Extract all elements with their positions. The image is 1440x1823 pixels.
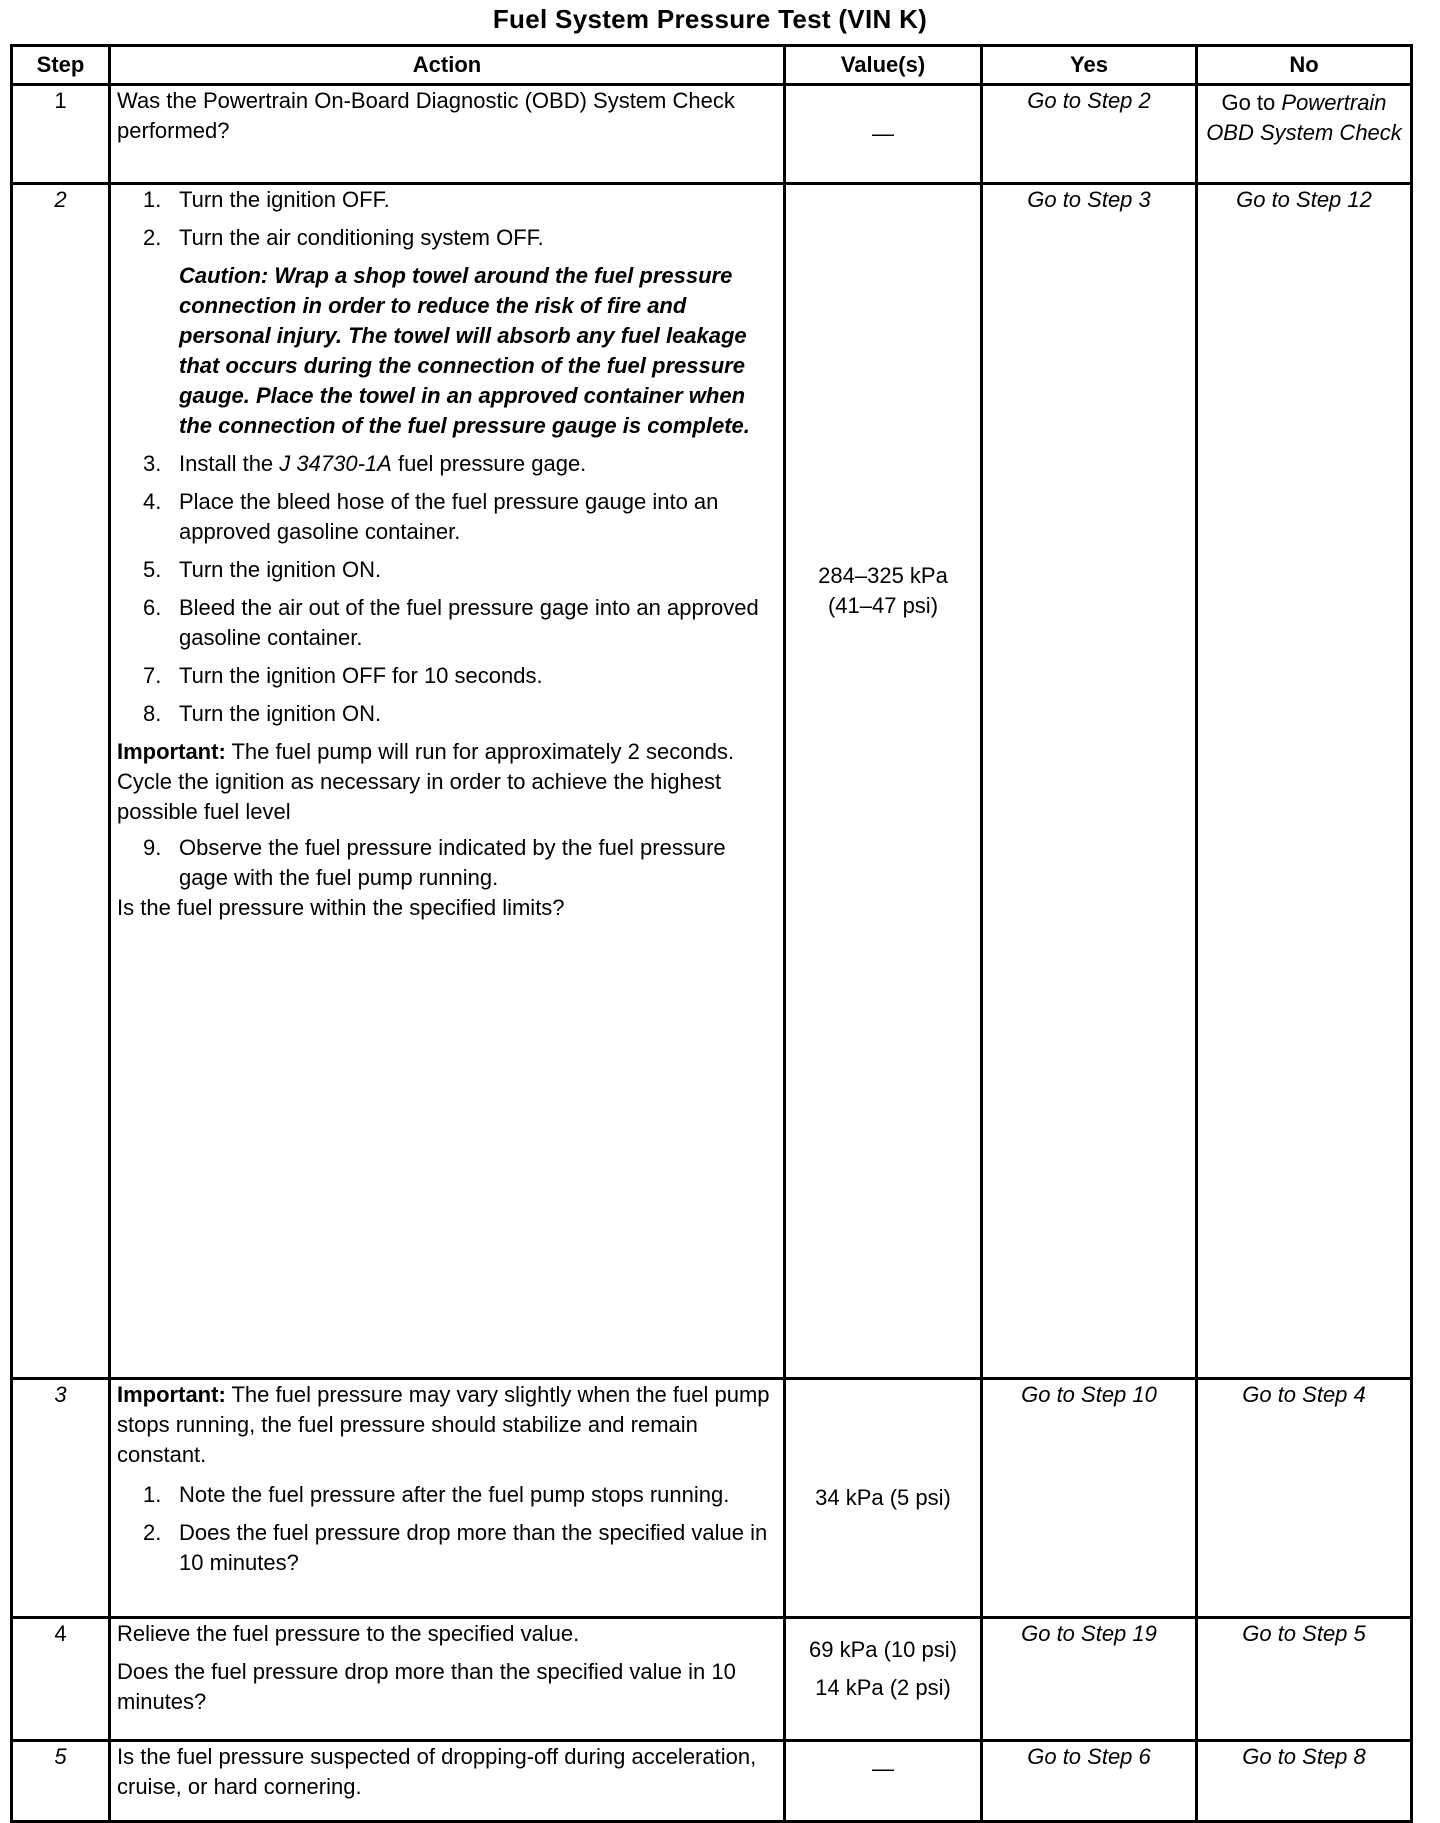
important-note: Important: The fuel pressure may vary slightly when the fuel pump stops running, the fuel pressure should stabilize and remain constant. — [117, 1382, 770, 1467]
table-row — [12, 1379, 1412, 1618]
no-cell — [1197, 85, 1412, 184]
action-steps — [117, 185, 777, 253]
action-steps — [117, 449, 777, 729]
list-item: 2. Turn the air conditioning system OFF. — [143, 225, 544, 250]
list-item: 1. Note the fuel pressure after the fuel pump stops running. — [143, 1482, 730, 1507]
list-item: 6. Bleed the air out of the fuel pressure gage into an approved gasoline container. — [143, 595, 759, 650]
no-reference: Powertrain OBD System Check — [1206, 90, 1402, 145]
header-no: No — [1197, 46, 1412, 85]
action-question: Does the fuel pressure drop more than the specified value in 10 minutes? — [117, 1659, 736, 1714]
list-item: 1. Turn the ignition OFF. — [143, 187, 390, 212]
header-step: Step — [12, 46, 110, 85]
no-cell: Go to Step 8 — [1197, 1741, 1412, 1822]
no-cell: Go to Step 4 — [1197, 1379, 1412, 1618]
table-row — [12, 1618, 1412, 1741]
no-prefix: Go to — [1221, 90, 1276, 115]
action-question: Is the fuel pressure suspected of dropping-off during acceleration, cruise, or hard cornering. — [117, 1744, 757, 1799]
list-item: 2. Does the fuel pressure drop more than the specified value in 10 minutes? — [143, 1520, 768, 1575]
header-yes: Yes — [982, 46, 1197, 85]
table-row — [12, 184, 1412, 1379]
tool-reference: J 34730-1A — [279, 451, 392, 476]
yes-cell: Go to Step 10 — [982, 1379, 1197, 1618]
no-cell: Go to Step 5 — [1197, 1618, 1412, 1741]
step-number: 3 — [12, 1379, 110, 1618]
yes-cell: Go to Step 2 — [982, 85, 1197, 184]
table-header-row — [12, 46, 1412, 85]
action-steps — [117, 1480, 777, 1578]
table-row — [12, 1741, 1412, 1822]
value-cell: — — [785, 85, 982, 184]
action-cell — [110, 1741, 785, 1822]
action-question: Was the Powertrain On-Board Diagnostic (OBD) System Check performed? — [117, 88, 735, 143]
yes-cell: Go to Step 6 — [982, 1741, 1197, 1822]
value-cell: 34 kPa (5 psi) — [785, 1379, 982, 1618]
step-number: 5 — [12, 1741, 110, 1822]
list-item: 9. Observe the fuel pressure indicated by the fuel pressure gage with the fuel pump running. — [143, 835, 726, 890]
action-cell — [110, 1618, 785, 1741]
yes-cell: Go to Step 19 — [982, 1618, 1197, 1741]
action-cell — [110, 85, 785, 184]
action-question: Is the fuel pressure within the specified limits? — [117, 895, 565, 920]
header-action: Action — [110, 46, 785, 85]
table-row — [12, 85, 1412, 184]
list-item: 3. Install the J 34730-1A fuel pressure gage. — [143, 451, 587, 476]
action-cell — [110, 1379, 785, 1618]
value-cell: 69 kPa (10 psi) 14 kPa (2 psi) — [785, 1618, 982, 1741]
page-title: Fuel System Pressure Test (VIN K) — [492, 4, 928, 34]
header-values: Value(s) — [785, 46, 982, 85]
step-number: 4 — [12, 1618, 110, 1741]
action-cell — [110, 184, 785, 1379]
value-cell: 284–325 kPa (41–47 psi) — [785, 184, 982, 1379]
list-item: 5. Turn the ignition ON. — [143, 557, 382, 582]
caution-note: Caution: Wrap a shop towel around the fuel pressure connection in order to reduce the risk of fire and personal injury. The towel will absorb any fuel leakage that occurs during the connection of the fuel pressure gauge. Place the towel in an approved container when the connection of the fuel pressure gauge is complete. — [179, 263, 750, 438]
step-number: 1 — [12, 85, 110, 184]
value-cell: — — [785, 1741, 982, 1822]
diagnostic-table — [10, 44, 1413, 1823]
yes-cell: Go to Step 3 — [982, 184, 1197, 1379]
action-line: Relieve the fuel pressure to the specified value. — [117, 1621, 580, 1646]
important-note: Important: The fuel pump will run for approximately 2 seconds. Cycle the ignition as necessary in order to achieve the highest possible fuel level — [117, 739, 735, 824]
list-item: 7. Turn the ignition OFF for 10 seconds. — [143, 663, 543, 688]
list-item: 8. Turn the ignition ON. — [143, 701, 382, 726]
step-number: 2 — [12, 184, 110, 1379]
no-cell: Go to Step 12 — [1197, 184, 1412, 1379]
action-steps — [117, 833, 777, 893]
list-item: 4. Place the bleed hose of the fuel pressure gauge into an approved gasoline container. — [143, 489, 719, 544]
